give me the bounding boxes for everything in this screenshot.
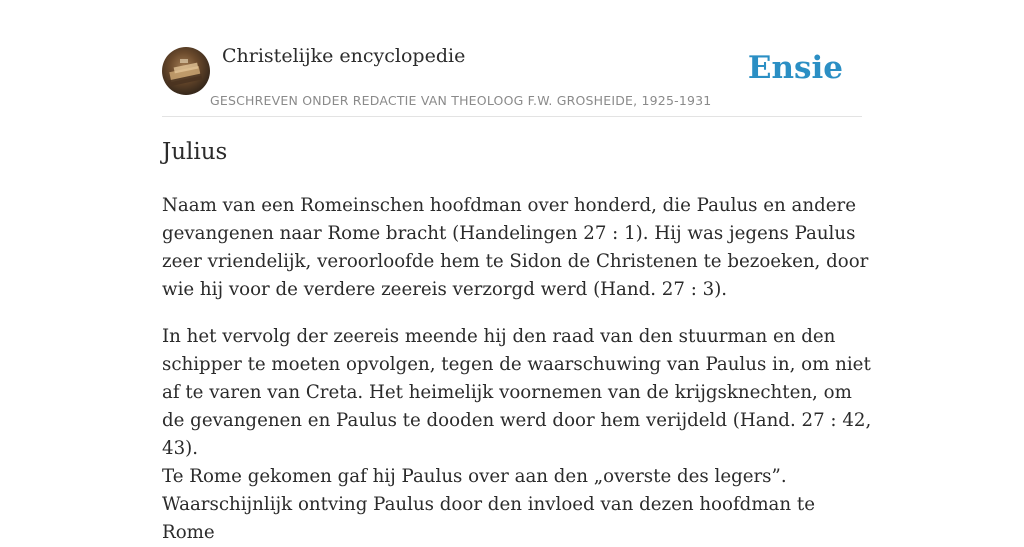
article-title: Julius (162, 139, 228, 165)
book-image-icon (162, 47, 210, 95)
article-paragraph-1: Naam van een Romeinschen hoofdman over honderd, die Paulus en andere gevangenen naar Rome bracht (Handelingen 27 : 1). Hij was jegens Paulus zeer vriendelijk, veroorloofde hem te Sidon de Christenen te bezoeken, door wie hij voor de verdere zeereis verzorgd werd (Hand. 27 : 3). (162, 195, 869, 300)
site-header (162, 0, 862, 117)
ensie-brand-logo[interactable]: Ensie (747, 50, 843, 86)
site-title[interactable]: Christelijke encyclopedie (222, 45, 466, 67)
article-paragraph-3: Te Rome gekomen gaf hij Paulus over aan den „overste des legers”. Waarschijnlijk ontving Paulus door den invloed van dezen hoofdman te Rome (162, 466, 815, 543)
article-paragraph-2: In het vervolg der zeereis meende hij den raad van den stuurman en den schipper te moeten opvolgen, tegen de waarschuwing van Paulus in, om niet af te varen van Creta. Het heimelijk voornemen van de krijgsknechten, om de gevangenen en Paulus te dooden werd door hem verijdeld (Hand. 27 : 42, 43). (162, 326, 872, 459)
site-logo-avatar[interactable] (162, 47, 210, 95)
site-subtitle: GESCHREVEN ONDER REDACTIE VAN THEOLOOG F.W. GROSHEIDE, 1925-1931 (210, 93, 712, 108)
